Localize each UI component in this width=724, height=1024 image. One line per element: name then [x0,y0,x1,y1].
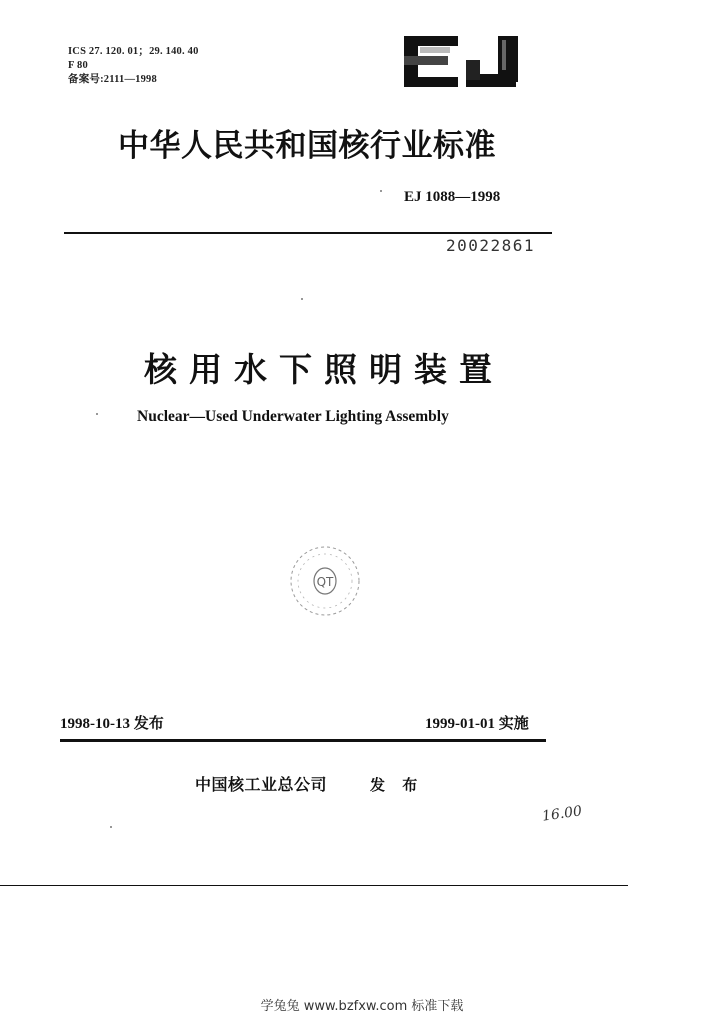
document-title-en: Nuclear—Used Underwater Lighting Assembly [137,408,449,425]
scan-speck [380,190,382,192]
effective-date: 1999-01-01 实施 [425,716,529,732]
publish-label: 发 布 [370,776,424,794]
header-rule [64,232,552,234]
footer-rule [0,885,628,886]
standard-code: EJ 1088—1998 [404,189,501,205]
ics-code: ICS 27. 120. 01；29. 140. 40 [68,46,199,57]
scan-speck [96,413,98,415]
scan-speck [110,826,112,828]
issue-date: 1998-10-13 发布 [60,716,164,732]
dates-rule [60,739,546,742]
classification-code: F 80 [68,60,88,71]
standard-category-title: 中华人民共和国核行业标准 [118,128,496,164]
issuing-organization: 中国核工业总公司 [195,775,328,794]
seal-label: QT [316,575,334,589]
scan-speck [301,298,303,300]
archive-number: 20022861 [446,236,536,255]
footer-watermark: 学兔兔 www.bzfxw.com 标准下载 [260,999,464,1014]
ej-logo [402,34,526,90]
filing-number: 备案号:2111—1998 [68,74,157,85]
qt-seal [284,542,366,620]
handwritten-note: 16.00 [541,803,584,825]
document-title-cn: 核用水下照明装置 [144,350,504,389]
